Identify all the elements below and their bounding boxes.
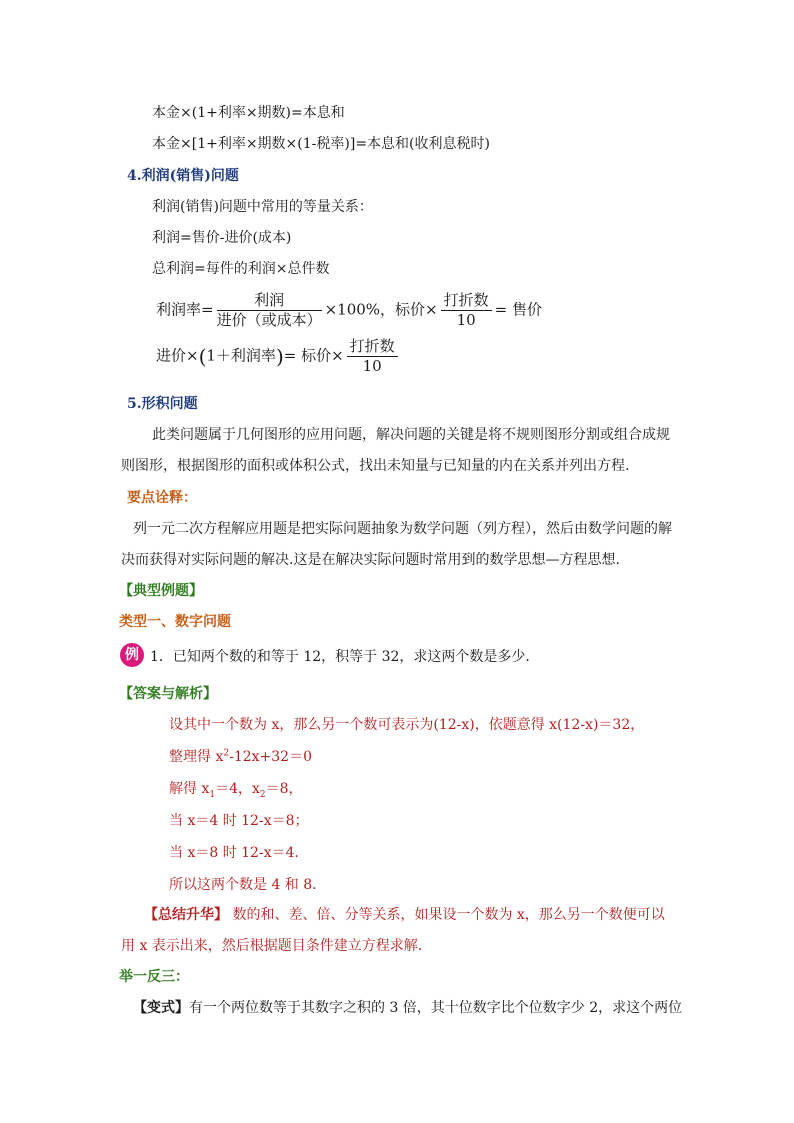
variant-label: 【变式】	[133, 1000, 189, 1016]
answer-text: 整理得 x	[169, 749, 224, 765]
section-4-heading: 4.利润(销售)问题	[127, 168, 239, 184]
example-1-question: 1．已知两个数的和等于 12，积等于 32，求这两个数是多少．	[150, 649, 540, 665]
profit-rate-fraction	[217, 292, 322, 329]
fraction-denominator: 10	[362, 357, 382, 375]
formula-middle: ×100%，标价×	[324, 300, 438, 319]
interest-formula-2: 本金×[1+利率×期数×(1-税率)]=本息和(收利息税时)	[152, 136, 490, 152]
keypoint-line-2: 决而获得对实际问题的解决.这是在解决实际问题时常用到的数学思想—方程思想.	[121, 552, 620, 568]
formula-lhs: 进价×	[156, 346, 199, 365]
examples-heading: 【典型例题】	[119, 583, 203, 599]
summary-label: 【总结升华】	[144, 907, 228, 923]
summary-text: 数的和、差、倍、分等关系，如果设一个数为 x，那么另一个数便可以	[228, 907, 665, 923]
answer-line-1: 设其中一个数为 x，那么另一个数可表示为(12-x)，依题意得 x(12-x)＝32，	[169, 717, 645, 733]
section-5-paragraph-line-1: 此类问题属于几何图形的应用问题，解决问题的关键是将不规则图形分割或组合成规	[152, 427, 670, 443]
interest-formula-1: 本金×(1+利率×期数)=本息和	[152, 105, 345, 121]
profit-intro: 利润(销售)问题中常用的等量关系：	[152, 199, 373, 215]
keypoint-heading: 要点诠释：	[127, 490, 197, 506]
fraction-numerator: 打折数	[347, 338, 398, 357]
answer-text: -12x+32＝0	[229, 749, 312, 765]
section-5-heading: 5.形积问题	[127, 396, 198, 412]
example-badge: 例	[120, 643, 144, 667]
formula-middle: = 标价×	[283, 346, 344, 365]
answer-line-5: 当 x＝8 时 12-x＝4．	[169, 845, 309, 861]
answer-line-4: 当 x＝4 时 12-x＝8；	[169, 813, 309, 829]
type-1-heading: 类型一、数字问题	[119, 614, 231, 630]
variant-text: 有一个两位数等于其数字之积的 3 倍，其十位数字比个位数字少 2，求这个两位	[189, 1000, 683, 1016]
formula-lhs: 利润率=	[156, 300, 214, 319]
formula-inner: 1＋利润率	[206, 346, 276, 365]
subscript: 1	[209, 789, 216, 800]
answer-text: ＝4，x	[215, 781, 260, 797]
keypoint-line-1: 列一元二次方程解应用题是把实际问题抽象为数学问题（列方程），然后由数学问题的解	[133, 521, 672, 537]
answer-text: 解得 x	[169, 781, 210, 797]
fraction-numerator: 利润	[217, 292, 322, 311]
fraction-numerator: 打折数	[441, 292, 492, 311]
profit-rate-formula	[156, 292, 542, 329]
profit-equation: 利润=售价-进价(成本)	[152, 230, 292, 246]
summary-line-2: 用 x 表示出来，然后根据题目条件建立方程求解．	[121, 938, 432, 954]
discount-fraction	[347, 338, 398, 375]
subscript: 2	[259, 789, 266, 800]
answer-heading: 【答案与解析】	[119, 686, 217, 702]
formula-rhs: = 售价	[494, 300, 542, 319]
total-profit-equation: 总利润=每件的利润×总件数	[152, 261, 330, 277]
variant-line	[133, 999, 682, 1017]
answer-line-6: 所以这两个数是 4 和 8．	[169, 877, 327, 893]
summary-line-1	[144, 906, 665, 924]
fraction-denominator: 进价（或成本）	[216, 311, 322, 329]
answer-text: ＝8，	[265, 781, 303, 797]
section-5-paragraph-line-2: 则图形，根据图形的面积或体积公式，找出未知量与已知量的内在关系并列出方程.	[121, 458, 630, 474]
cost-formula: 进价×(1＋利润率)= 标价× $\frac{\text{打折数}}{10}$	[156, 338, 401, 375]
fraction-denominator: 10	[456, 311, 476, 329]
answer-line-3	[169, 780, 303, 798]
answer-line-2	[169, 748, 312, 766]
practice-heading: 举一反三：	[119, 969, 189, 985]
discount-fraction	[441, 292, 492, 329]
exponent: 2	[223, 748, 230, 759]
